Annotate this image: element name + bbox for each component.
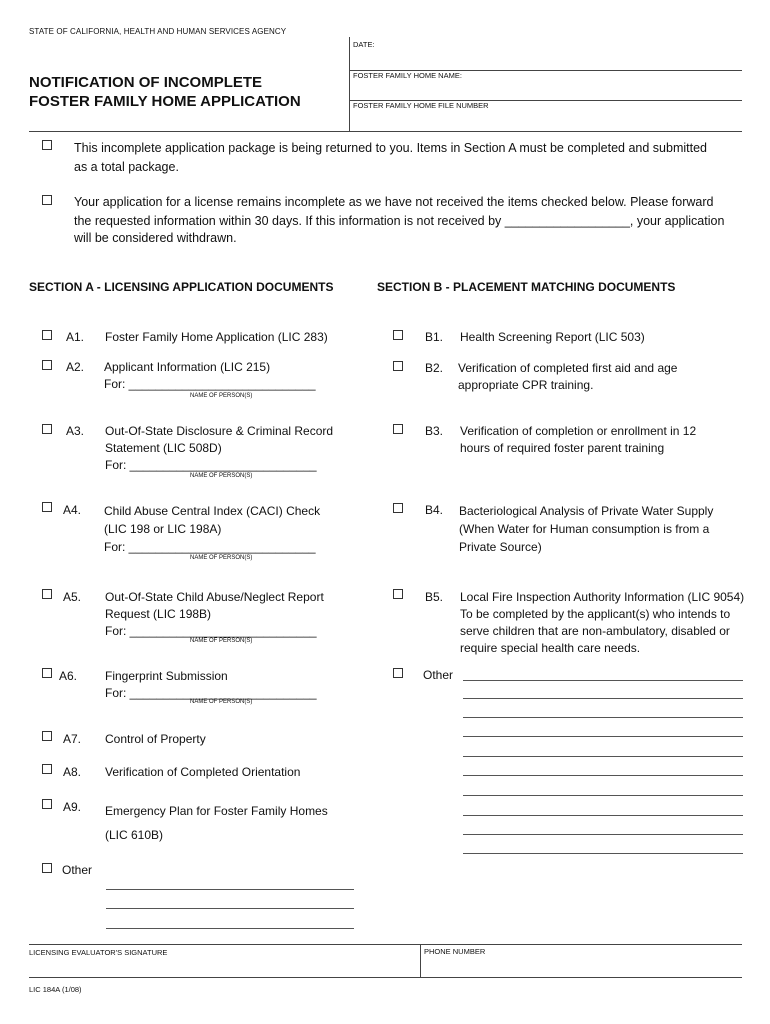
b-other-line-5[interactable] — [463, 756, 743, 757]
b3-checkbox[interactable] — [393, 424, 403, 434]
a2-text: Applicant Information (LIC 215) For: ____________________________ — [104, 360, 316, 391]
a5-text: Out-Of-State Child Abuse/Neglect Report Request (LIC 198B) For: ____________________________ — [105, 590, 324, 638]
a5-name-caption: NAME OF PERSON(S) — [190, 638, 253, 644]
b1-text: Health Screening Report (LIC 503) — [460, 330, 645, 344]
a7-text: Control of Property — [105, 732, 206, 746]
a-other-label: Other — [62, 863, 93, 877]
b4-code: B4. — [425, 503, 444, 517]
returned-package-checkbox[interactable] — [42, 140, 52, 150]
a1-text: Foster Family Home Application (LIC 283) — [105, 330, 328, 344]
b4-text: Bacteriological Analysis of Private Water Supply (When Water for Human consumption is from a Private Source) — [459, 504, 714, 554]
a-other-checkbox[interactable] — [42, 863, 52, 873]
section-a-title: SECTION A - LICENSING APPLICATION DOCUMENTS — [29, 280, 334, 294]
a9-text: Emergency Plan for Foster Family Homes (LIC 610B) — [105, 804, 328, 842]
file-number-field[interactable] — [350, 101, 742, 131]
b2-text: Verification of completed first aid and age appropriate CPR training. — [458, 361, 678, 392]
signature-label: LICENSING EVALUATOR'S SIGNATURE — [29, 948, 168, 957]
a8-text: Verification of Completed Orientation — [105, 765, 301, 779]
a-other-line-2[interactable] — [106, 908, 354, 909]
section-b-title: SECTION B - PLACEMENT MATCHING DOCUMENTS — [377, 280, 676, 294]
home-name-label: FOSTER FAMILY HOME NAME: — [353, 71, 462, 80]
home-name-field[interactable] — [350, 71, 742, 101]
intro-paragraph-2: Your application for a license remains incomplete as we have not received the items checked below. Please forward the requested information within 30 days. If this information is not received by __________________, your application will be considered withdrawn. — [74, 195, 725, 245]
form-title — [29, 73, 301, 111]
a4-checkbox[interactable] — [42, 502, 52, 512]
a9-code: A9. — [63, 800, 82, 814]
b-other-line-8[interactable] — [463, 815, 743, 816]
a6-checkbox[interactable] — [42, 668, 52, 678]
b-other-line-4[interactable] — [463, 736, 743, 737]
b-other-line-7[interactable] — [463, 795, 743, 796]
a2-name-caption: NAME OF PERSON(S) — [190, 393, 253, 399]
a3-name-caption: NAME OF PERSON(S) — [190, 473, 253, 479]
a4-name-caption: NAME OF PERSON(S) — [190, 555, 253, 561]
a4-for-line[interactable]: For: ____________________________ — [104, 540, 316, 554]
b-other-label: Other — [423, 668, 454, 682]
a3-text: Out-Of-State Disclosure & Criminal Record Statement (LIC 508D) For: ____________________________ — [105, 424, 334, 472]
b1-checkbox[interactable] — [393, 330, 403, 340]
a8-checkbox[interactable] — [42, 764, 52, 774]
b5-checkbox[interactable] — [393, 589, 403, 599]
a3-code: A3. — [66, 424, 85, 438]
a1-checkbox[interactable] — [42, 330, 52, 340]
a4-code: A4. — [63, 503, 82, 517]
a3-checkbox[interactable] — [42, 424, 52, 434]
a-other-line-3[interactable] — [106, 928, 354, 929]
incomplete-application-checkbox[interactable] — [42, 195, 52, 205]
b4-checkbox[interactable] — [393, 503, 403, 513]
b-other-line-10[interactable] — [463, 853, 743, 854]
a7-checkbox[interactable] — [42, 731, 52, 741]
signature-field[interactable] — [29, 944, 420, 977]
a5-code: A5. — [63, 590, 82, 604]
signature-bottom-rule — [29, 977, 742, 978]
a9-checkbox[interactable] — [42, 799, 52, 809]
a5-checkbox[interactable] — [42, 589, 52, 599]
b5-text: Local Fire Inspection Authority Information (LIC 9054) To be completed by the applicant(s) who intends to serve children that are non-ambulatory, disabled or require special health care needs. — [460, 590, 745, 655]
intro-paragraph-1: This incomplete application package is being returned to you. Items in Section A must be completed and submitted as a total package. — [74, 141, 708, 174]
file-number-label: FOSTER FAMILY HOME FILE NUMBER — [353, 101, 489, 110]
a6-text: Fingerprint Submission For: ____________________________ — [105, 669, 317, 700]
b2-code: B2. — [425, 361, 444, 375]
b-other-line-2[interactable] — [463, 698, 743, 699]
b3-text: Verification of completion or enrollment in 12 hours of required foster parent training — [460, 424, 697, 455]
header-rule — [29, 131, 742, 132]
a6-name-caption: NAME OF PERSON(S) — [190, 699, 253, 705]
phone-label: PHONE NUMBER — [424, 947, 486, 956]
a3-for-line[interactable]: For: ____________________________ — [105, 458, 317, 472]
b-other-line-3[interactable] — [463, 717, 743, 718]
a-other-line-1[interactable] — [106, 889, 354, 890]
b-other-checkbox[interactable] — [393, 668, 403, 678]
a8-code: A8. — [63, 765, 82, 779]
title-line-2: FOSTER FAMILY HOME APPLICATION — [29, 93, 301, 110]
b-other-line-9[interactable] — [463, 834, 743, 835]
a5-for-line[interactable]: For: ____________________________ — [105, 624, 317, 638]
phone-field[interactable] — [421, 944, 742, 977]
b-other-line-6[interactable] — [463, 775, 743, 776]
a2-checkbox[interactable] — [42, 360, 52, 370]
b-other-line-1[interactable] — [463, 680, 743, 681]
b2-checkbox[interactable] — [393, 361, 403, 371]
a2-for-line[interactable]: For: ____________________________ — [104, 377, 316, 391]
b3-code: B3. — [425, 424, 444, 438]
date-label: DATE: — [353, 40, 375, 49]
a7-code: A7. — [63, 732, 82, 746]
form-id: LIC 184A (1/08) — [29, 985, 82, 994]
a1-code: A1. — [66, 330, 85, 344]
b1-code: B1. — [425, 330, 444, 344]
a6-for-line[interactable]: For: ____________________________ — [105, 686, 317, 700]
b5-code: B5. — [425, 590, 444, 604]
a2-code: A2. — [66, 360, 85, 374]
a6-code: A6. — [59, 669, 78, 683]
title-line-1: NOTIFICATION OF INCOMPLETE — [29, 74, 263, 91]
agency-header: STATE OF CALIFORNIA, HEALTH AND HUMAN SERVICES AGENCY — [29, 27, 287, 36]
date-field[interactable] — [350, 40, 742, 71]
a4-text: Child Abuse Central Index (CACI) Check (LIC 198 or LIC 198A) For: ____________________________ — [104, 504, 321, 554]
